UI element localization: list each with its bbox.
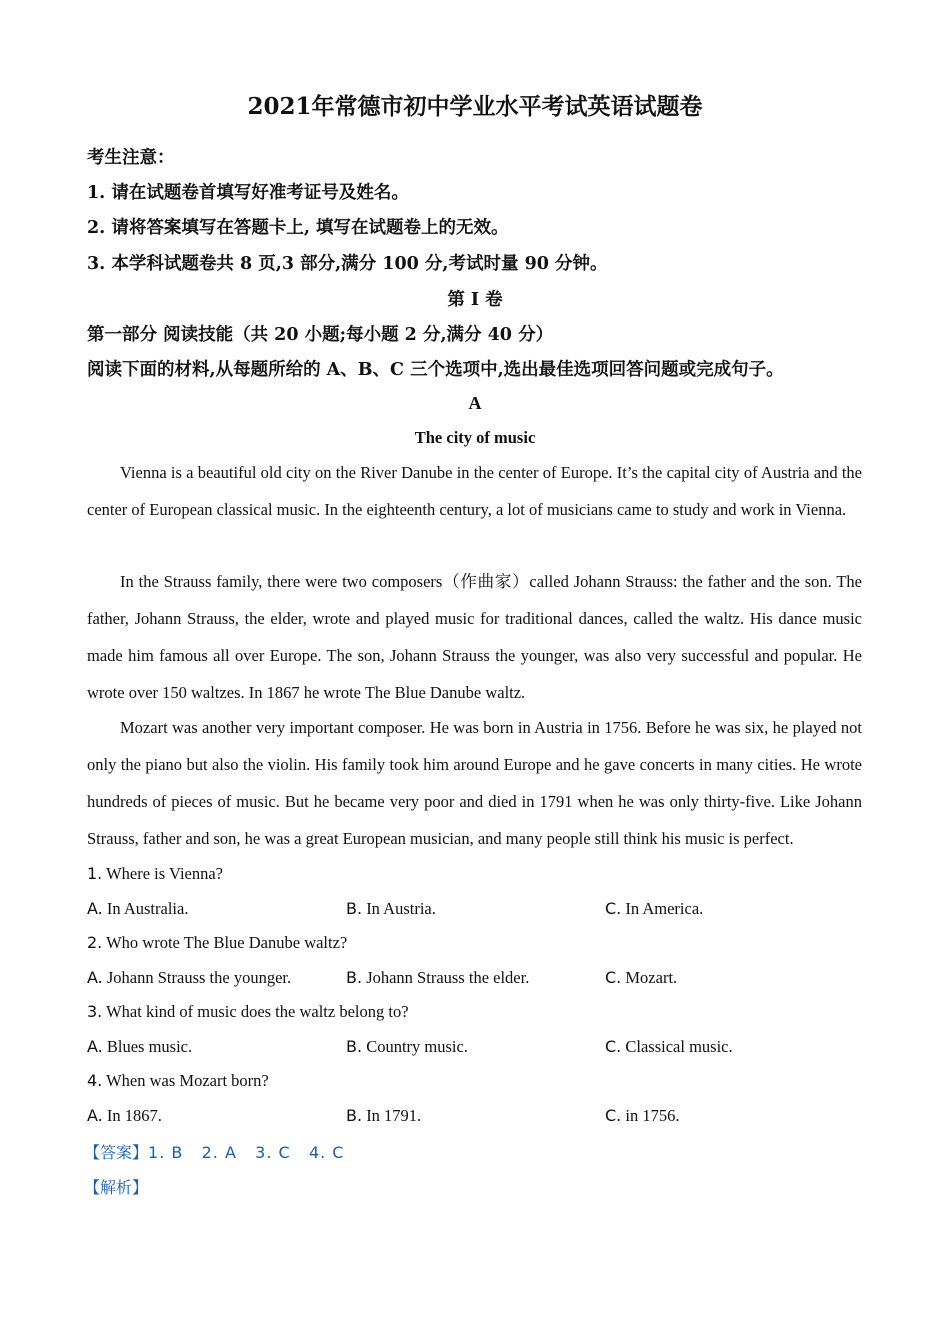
answer-values: 1. B 2. A 3. C 4. C	[148, 1143, 345, 1162]
question-number: 3.	[87, 1002, 103, 1021]
exam-title: 2021年常德市初中学业水平考试英语试题卷	[247, 93, 703, 120]
option-letter: C.	[605, 1106, 622, 1125]
option-text: in 1756.	[625, 1106, 680, 1125]
question-text: When was Mozart born?	[106, 1071, 269, 1090]
option-letter: B.	[346, 899, 363, 918]
question-number: 1.	[87, 864, 103, 883]
option-text: Country music.	[366, 1037, 468, 1056]
analysis-line	[84, 1175, 148, 1198]
question-1	[87, 864, 223, 884]
option-letter: A.	[87, 899, 103, 918]
option-b	[346, 968, 529, 988]
option-letter: C.	[605, 968, 622, 987]
analysis-label: 【解析】	[84, 1178, 149, 1197]
option-c	[605, 968, 677, 988]
answer-label: 【答案】	[84, 1143, 149, 1162]
option-a	[87, 1037, 192, 1057]
question-number: 4.	[87, 1071, 103, 1090]
option-text: In 1867.	[106, 1106, 162, 1125]
option-a	[87, 968, 291, 988]
passage-title: The city of music	[414, 428, 536, 447]
option-text: Classical music.	[625, 1037, 733, 1056]
section-letter: A	[468, 393, 482, 413]
option-letter: C.	[605, 899, 622, 918]
option-letter: A.	[87, 1037, 103, 1056]
notice-item-3: 3. 本学科试题卷共 8 页,3 部分,满分 100 分,考试时量 90 分钟。	[87, 254, 608, 274]
option-b	[346, 1106, 421, 1126]
option-letter: B.	[346, 1037, 363, 1056]
option-text: In Australia.	[106, 899, 189, 918]
option-b	[346, 1037, 468, 1057]
option-text: In America.	[625, 899, 704, 918]
question-text: Who wrote The Blue Danube waltz?	[106, 933, 348, 952]
passage-paragraph-3: Mozart was another very important composer. He was born in Austria in 1756. Before he was six, he played not only the piano but also the violin. His family took him around Europe and he gave concerts in many cities. He wrote hundreds of pieces of music. But he became very poor and died in 1791 when he was only thirty-five. Like Johann Strauss, father and son, he was a great European musician, and many people still think his music is perfect.	[87, 718, 862, 848]
answer-line	[84, 1140, 344, 1163]
part-heading: 第一部分 阅读技能（共 20 小题;每小题 2 分,满分 40 分）	[87, 325, 554, 345]
question-text: What kind of music does the waltz belong to?	[106, 1002, 409, 1021]
option-a	[87, 1106, 162, 1126]
option-letter: A.	[87, 968, 103, 987]
option-b	[346, 899, 436, 919]
question-2	[87, 933, 347, 953]
notice-item-2: 2. 请将答案填写在答题卡上, 填写在试题卷上的无效。	[87, 218, 509, 238]
notice-heading: 考生注意：	[87, 148, 175, 168]
passage-paragraph-2: In the Strauss family, there were two composers（作曲家）called Johann Strauss: the father and the son. The father, Johann Strauss, the elder, wrote and played music for traditional dances, called the waltz. His dance music made him famous all over Europe. The son, Johann Strauss the younger, was also very successful and popular. He wrote over 150 waltzes. In 1867 he wrote The Blue Danube waltz.	[87, 572, 862, 702]
question-4	[87, 1071, 269, 1091]
option-letter: B.	[346, 968, 363, 987]
option-text: Johann Strauss the younger.	[106, 968, 292, 987]
option-c	[605, 899, 703, 919]
option-letter: B.	[346, 1106, 363, 1125]
question-number: 2.	[87, 933, 103, 952]
option-letter: C.	[605, 1037, 622, 1056]
passage-paragraph-1: Vienna is a beautiful old city on the River Danube in the center of Europe. It’s the capital city of Austria and the center of European classical music. In the eighteenth century, a lot of musicians came to study and work in Vienna.	[87, 463, 862, 519]
question-3	[87, 1002, 409, 1022]
option-letter: A.	[87, 1106, 103, 1125]
volume-heading: 第 I 卷	[447, 290, 503, 310]
option-text: In Austria.	[366, 899, 436, 918]
question-text: Where is Vienna?	[106, 864, 223, 883]
option-a	[87, 899, 188, 919]
option-text: Mozart.	[625, 968, 678, 987]
option-text: In 1791.	[366, 1106, 422, 1125]
option-text: Blues music.	[106, 1037, 193, 1056]
option-text: Johann Strauss the elder.	[366, 968, 530, 987]
notice-item-1: 1. 请在试题卷首填写好准考证号及姓名。	[87, 183, 409, 203]
instruction: 阅读下面的材料,从每题所给的 A、B、C 三个选项中,选出最佳选项回答问题或完成句子。	[87, 360, 784, 380]
option-c	[605, 1106, 679, 1126]
option-c	[605, 1037, 733, 1057]
